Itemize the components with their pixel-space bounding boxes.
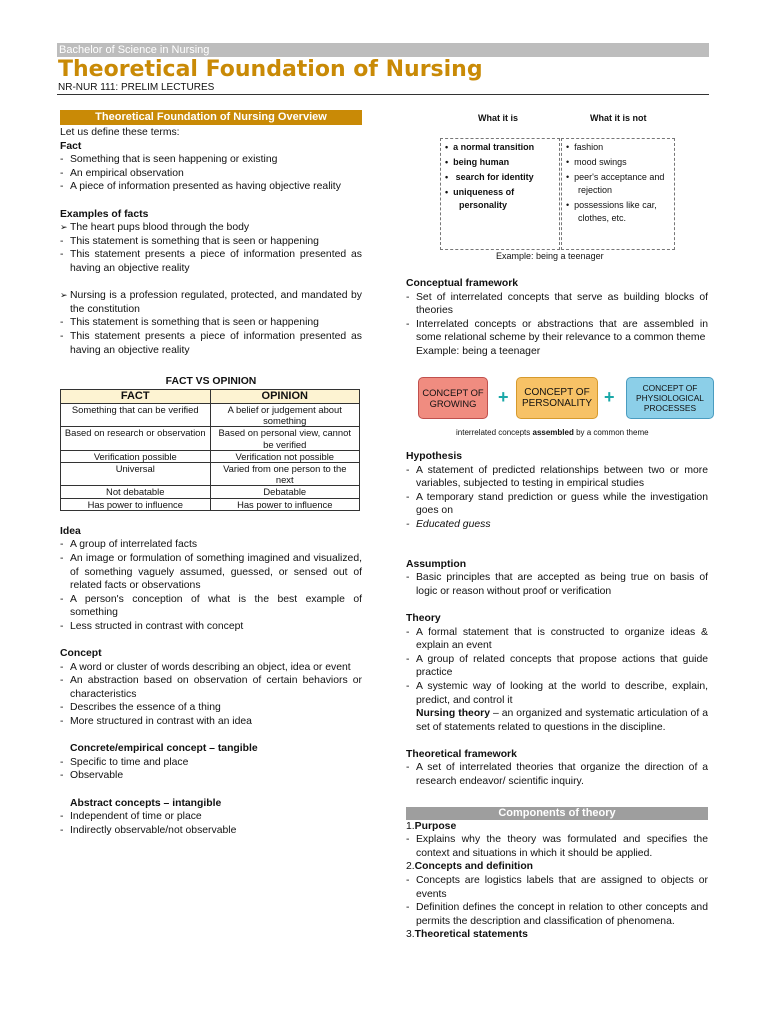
example-statement: ➢ The heart pups blood through the body [60, 221, 362, 235]
table-cell: Based on research or observation [61, 427, 211, 450]
table-cell: Universal [61, 462, 211, 485]
is-not-item: • mood swings [566, 157, 627, 167]
what-it-is-not-box [561, 138, 675, 250]
table-cell: Verification not possible [210, 450, 360, 462]
concept-item: - A word or cluster of words describing an object, idea or event [60, 661, 362, 675]
abstract-item: - Indirectly observable/not observable [60, 824, 362, 838]
is-item: • uniqueness of personality [445, 187, 515, 210]
component-item: - Definition defines the concept in relation to other concepts and permits the description and classification of phenomena. [406, 901, 708, 928]
concrete-concept-heading: Concrete/empirical concept – tangible [70, 743, 258, 755]
example-item: - This statement presents a piece of information presented as having an objective reality [60, 248, 362, 275]
theory-item: - A systemic way of looking at the world to describe, explain, predict, and control it [406, 680, 708, 707]
component-item: - Explains why the theory was formulated and specifies the context and situations in which it should be applied. [406, 833, 708, 860]
is-not-item: • possessions like car, clothes, etc. [566, 200, 657, 223]
abstract-concept-heading: Abstract concepts – intangible [70, 797, 222, 809]
idea-item: - Less structed in contrast with concept [60, 620, 362, 634]
left-column [60, 110, 362, 837]
table-cell: Verification possible [61, 450, 211, 462]
nursing-theory-definition: Nursing theory – an organized and systematic articulation of a set of statements related to questions in the discipline. [416, 708, 708, 733]
component-statements: 3.Theoretical statements [406, 929, 528, 941]
is-item: • search for identity [445, 172, 534, 182]
components-heading: Components of theory [406, 807, 708, 820]
cf-item: - Interrelated concepts or abstractions that are assembled in some relational scheme by their relevance to a common theme [406, 318, 708, 345]
table-row [61, 498, 360, 510]
example-item: - This statement is something that is seen or happening [60, 316, 362, 330]
is-item: • being human [445, 157, 510, 167]
right-column-top [406, 277, 708, 359]
theory-item: - A formal statement that is constructed to organize ideas & explain an event [406, 626, 708, 653]
concept-growing-box: CONCEPT OF GROWING [418, 377, 488, 419]
hypothesis-item: - A statement of predicted relationships between two or more variables, subjected to testing in empirical studies [406, 464, 708, 491]
hypothesis-item: - A temporary stand prediction or guess while the investigation goes on [406, 491, 708, 518]
fact-vs-opinion-table [60, 389, 360, 511]
is-not-item: • peer's acceptance and rejection [566, 172, 665, 195]
fact-item: - A piece of information presented as having objective reality [60, 180, 362, 194]
what-it-is-label: What it is [478, 113, 518, 123]
assumption-heading: Assumption [406, 558, 467, 570]
concrete-item: - Specific to time and place [60, 756, 362, 770]
concept-personality-box: CONCEPT OF PERSONALITY [516, 377, 598, 419]
table-header-opinion: OPINION [210, 389, 360, 403]
table-row [61, 427, 360, 450]
example-statement: ➢ Nursing is a profession regulated, protected, and mandated by the constitution [60, 289, 362, 316]
what-it-is-box [440, 138, 560, 250]
is-item: • a normal transition [445, 142, 535, 152]
right-column-bottom [406, 450, 708, 942]
table-cell: Based on personal view, cannot be verified [210, 427, 360, 450]
component-purpose: 1.Purpose [406, 820, 457, 832]
table-row [61, 450, 360, 462]
plus-icon: + [498, 387, 509, 407]
fact-heading: Fact [60, 140, 82, 152]
table-row [61, 403, 360, 426]
concept-item: - More structured in contrast with an idea [60, 715, 362, 729]
plus-icon: + [604, 387, 615, 407]
component-item: - Concepts are logistics labels that are assigned to objects or events [406, 874, 708, 901]
idea-item: - A person's conception of what is the best example of something [60, 593, 362, 620]
table-title: FACT VS OPINION [165, 376, 257, 388]
example-item: - This statement presents a piece of information presented as having an objective reality [60, 330, 362, 357]
table-header-fact: FACT [61, 389, 211, 403]
table-cell: Debatable [210, 486, 360, 498]
concept-item: - Describes the essence of a thing [60, 701, 362, 715]
theory-heading: Theory [406, 612, 441, 624]
assumption-item: - Basic principles that are accepted as being true on basis of logic or reason without proof or verification [406, 571, 708, 598]
table-cell: A belief or judgement about something [210, 403, 360, 426]
idea-item: - An image or formulation of something imagined and visualized, of something vaguely assumed, guessed, or sensed out of related facts or observations [60, 552, 362, 593]
table-cell: Something that can be verified [61, 403, 211, 426]
concept-item: - An abstraction based on observation of certain behaviors or characteristics [60, 674, 362, 701]
page-title: Theoretical Foundation of Nursing [58, 57, 483, 82]
cf-item: - Set of interrelated concepts that serve as building blocks of theories [406, 291, 708, 318]
concept-physiological-box: CONCEPT OF PHYSIOLOGICAL PROCESSES [626, 377, 714, 419]
hypothesis-item: - Educated guess [406, 518, 708, 532]
table-row [61, 462, 360, 485]
table-cell: Not debatable [61, 486, 211, 498]
example-item: - This statement is something that is seen or happening [60, 235, 362, 249]
what-it-is-not-label: What it is not [590, 113, 647, 123]
concepts-diagram [418, 377, 718, 441]
table-cell: Has power to influence [61, 498, 211, 510]
tf-item: - A set of interrelated theories that organize the direction of a research endeavor/ scientific inquiry. [406, 761, 708, 788]
fact-item: - Something that is seen happening or existing [60, 153, 362, 167]
table-cell: Varied from one person to the next [210, 462, 360, 485]
course-banner: Bachelor of Science in Nursing [57, 43, 709, 57]
abstract-item: - Independent of time or place [60, 810, 362, 824]
fact-item: - An empirical observation [60, 167, 362, 181]
examples-heading: Examples of facts [60, 208, 149, 220]
table-row [61, 486, 360, 498]
teenager-diagram-caption: Example: being a teenager [496, 251, 604, 261]
concept-heading: Concept [60, 648, 102, 660]
header-rule [57, 94, 709, 95]
theory-item: - A group of related concepts that propose actions that guide practice [406, 653, 708, 680]
hypothesis-heading: Hypothesis [406, 451, 463, 462]
course-code: NR-NUR 111: PRELIM LECTURES [58, 82, 215, 93]
idea-item: - A group of interrelated facts [60, 538, 362, 552]
theoretical-framework-heading: Theoretical framework [406, 748, 517, 760]
cf-example: Example: being a teenager [416, 345, 541, 357]
concepts-diagram-caption: interrelated concepts assembled by a common theme [456, 428, 649, 437]
table-cell: Has power to influence [210, 498, 360, 510]
component-concepts: 2.Concepts and definition [406, 861, 534, 873]
intro-text: Let us define these terms: [60, 127, 180, 138]
overview-heading: Theoretical Foundation of Nursing Overview [60, 110, 362, 125]
conceptual-framework-heading: Conceptual framework [406, 278, 519, 289]
idea-heading: Idea [60, 525, 81, 537]
concrete-item: - Observable [60, 769, 362, 783]
is-not-item: • fashion [566, 142, 604, 152]
